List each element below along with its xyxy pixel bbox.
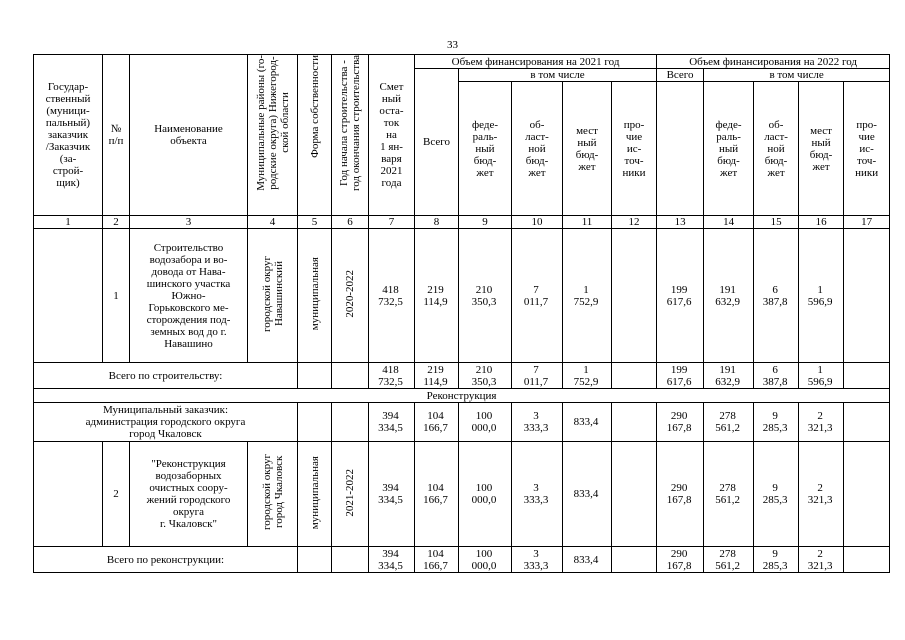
- col-number: 5: [298, 216, 332, 229]
- total-2022: 290 167,8: [657, 403, 704, 442]
- district-name: городской округ город Чкаловск: [260, 454, 285, 531]
- federal-2022: 278 561,2: [704, 442, 754, 547]
- col-number: 3: [130, 216, 248, 229]
- estimate-value: 394 334,5: [369, 403, 415, 442]
- local-2021: 833,4: [563, 547, 612, 573]
- col-number: 2: [103, 216, 130, 229]
- col-number: 17: [844, 216, 890, 229]
- regional-2022: 9 285,3: [754, 403, 799, 442]
- col-number: 9: [459, 216, 512, 229]
- total-2022: 290 167,8: [657, 547, 704, 573]
- header-years: Год начала строительства - год окончания строительства: [338, 55, 362, 191]
- construction-years: 2021-2022: [344, 468, 356, 517]
- regional-2022: 9 285,3: [754, 547, 799, 573]
- local-2022: 2 321,3: [799, 403, 844, 442]
- other-2021: [612, 547, 657, 573]
- col-number: 11: [563, 216, 612, 229]
- header-num: № п/п: [103, 55, 130, 216]
- total-2021: 104 166,7: [415, 547, 459, 573]
- estimate-value: 394 334,5: [369, 442, 415, 547]
- other-2021: [612, 229, 657, 363]
- section-title-reconstruction: Реконструкция: [34, 389, 890, 403]
- table-row: [34, 229, 890, 363]
- col-number: 16: [799, 216, 844, 229]
- reconstruction-total-label: Всего по реконструкции:: [34, 547, 298, 573]
- header-regional-2021: об- ласт- ной бюд- жет: [512, 82, 563, 216]
- header-estimate: Смет ный оста- ток на 1 ян- варя 2021 года: [369, 55, 415, 216]
- total-2021: 104 166,7: [415, 442, 459, 547]
- local-2022: 2 321,3: [799, 547, 844, 573]
- header-total-2022: Всего: [657, 69, 704, 82]
- ownership-form: муниципальная: [308, 455, 321, 530]
- col-number: 8: [415, 216, 459, 229]
- header-object: Наименование объекта: [130, 55, 248, 216]
- other-2022: [844, 363, 890, 389]
- object-name: "Реконструкция водозаборных очистных соору- жений городского округа г. Чкаловск": [130, 442, 248, 547]
- header-fin-2022: Объем финансирования на 2022 год: [657, 55, 890, 69]
- col-number: 13: [657, 216, 704, 229]
- col-number: 7: [369, 216, 415, 229]
- other-2022: [844, 547, 890, 573]
- local-2021: 833,4: [563, 403, 612, 442]
- federal-2021: 100 000,0: [459, 403, 512, 442]
- table-row: [34, 403, 890, 442]
- col-number: 1: [34, 216, 103, 229]
- table-row: [34, 547, 890, 573]
- col-number: 12: [612, 216, 657, 229]
- local-2021: 1 752,9: [563, 363, 612, 389]
- header-local-2022: мест ный бюд- жет: [799, 82, 844, 216]
- row-number: 1: [103, 229, 130, 363]
- total-2021: 219 114,9: [415, 229, 459, 363]
- other-2021: [612, 403, 657, 442]
- row-number: 2: [103, 442, 130, 547]
- municipal-customer-label: Муниципальный заказчик: администрация городского округа город Чкаловск: [34, 403, 298, 442]
- estimate-value: 394 334,5: [369, 547, 415, 573]
- header-incl-2021: в том числе: [459, 69, 657, 82]
- col-number: 15: [754, 216, 799, 229]
- col-number: 6: [332, 216, 369, 229]
- regional-2022: 6 387,8: [754, 363, 799, 389]
- federal-2021: 210 350,3: [459, 363, 512, 389]
- estimate-value: 418 732,5: [369, 229, 415, 363]
- local-2022: 1 596,9: [799, 229, 844, 363]
- table-row: [34, 442, 890, 547]
- federal-2022: 278 561,2: [704, 547, 754, 573]
- construction-years: 2020-2022: [344, 270, 356, 318]
- estimate-value: 418 732,5: [369, 363, 415, 389]
- header-total-2022-body: [657, 82, 704, 216]
- total-2021: 219 114,9: [415, 363, 459, 389]
- other-2022: [844, 229, 890, 363]
- regional-2022: 9 285,3: [754, 442, 799, 547]
- regional-2021: 7 011,7: [512, 229, 563, 363]
- regional-2021: 3 333,3: [512, 547, 563, 573]
- header-regional-2022: об- ласт- ной бюд- жет: [754, 82, 799, 216]
- other-2022: [844, 403, 890, 442]
- local-2022: 1 596,9: [799, 363, 844, 389]
- col-number: 10: [512, 216, 563, 229]
- ownership-form: муниципальная: [308, 257, 321, 331]
- customer-cell: [34, 229, 103, 363]
- local-2021: 833,4: [563, 442, 612, 547]
- header-local-2021: мест ный бюд- жет: [563, 82, 612, 216]
- regional-2021: 3 333,3: [512, 442, 563, 547]
- header-other-2021: про- чие ис- точ- ники: [612, 82, 657, 216]
- header-other-2022: про- чие ис- точ- ники: [844, 82, 890, 216]
- local-2021: 1 752,9: [563, 229, 612, 363]
- local-2022: 2 321,3: [799, 442, 844, 547]
- other-2021: [612, 442, 657, 547]
- federal-2022: 191 632,9: [704, 229, 754, 363]
- header-total-2021: Всего: [415, 69, 459, 216]
- header-ownership: Форма собственности: [308, 55, 321, 158]
- column-numbers-row: [34, 216, 890, 229]
- federal-2021: 210 350,3: [459, 229, 512, 363]
- customer-cell: [34, 442, 103, 547]
- financing-table: [33, 54, 890, 573]
- total-2022: 199 617,6: [657, 363, 704, 389]
- col-number: 4: [248, 216, 298, 229]
- federal-2022: 278 561,2: [704, 403, 754, 442]
- total-2021: 104 166,7: [415, 403, 459, 442]
- regional-2022: 6 387,8: [754, 229, 799, 363]
- total-2022: 290 167,8: [657, 442, 704, 547]
- table-row: [34, 363, 890, 389]
- header-district: Муниципальные районы (го- родские округа) Нижегород- ской области: [254, 55, 291, 191]
- header-incl-2022: в том числе: [704, 69, 890, 82]
- regional-2021: 7 011,7: [512, 363, 563, 389]
- header-federal-2021: феде- раль- ный бюд- жет: [459, 82, 512, 216]
- district-name: городской округ Навашинский: [260, 255, 285, 333]
- page-number: 33: [447, 39, 458, 51]
- total-2022: 199 617,6: [657, 229, 704, 363]
- header-federal-2022: феде- раль- ный бюд- жет: [704, 82, 754, 216]
- col-number: 14: [704, 216, 754, 229]
- object-name: Строительство водозабора и во- довода от Нава- шинского участка Южно- Горьковского ме- сторождения под- земных вод до г. Навашино: [130, 229, 248, 363]
- other-2021: [612, 363, 657, 389]
- regional-2021: 3 333,3: [512, 403, 563, 442]
- construction-total-label: Всего по строительству:: [34, 363, 298, 389]
- federal-2022: 191 632,9: [704, 363, 754, 389]
- federal-2021: 100 000,0: [459, 442, 512, 547]
- header-fin-2021: Объем финансирования на 2021 год: [415, 55, 657, 69]
- header-customer: Государ- ственный (муници- пальный) заказчик /Заказчик (за- строй- щик): [34, 55, 103, 216]
- other-2022: [844, 442, 890, 547]
- federal-2021: 100 000,0: [459, 547, 512, 573]
- section-row: [34, 389, 890, 403]
